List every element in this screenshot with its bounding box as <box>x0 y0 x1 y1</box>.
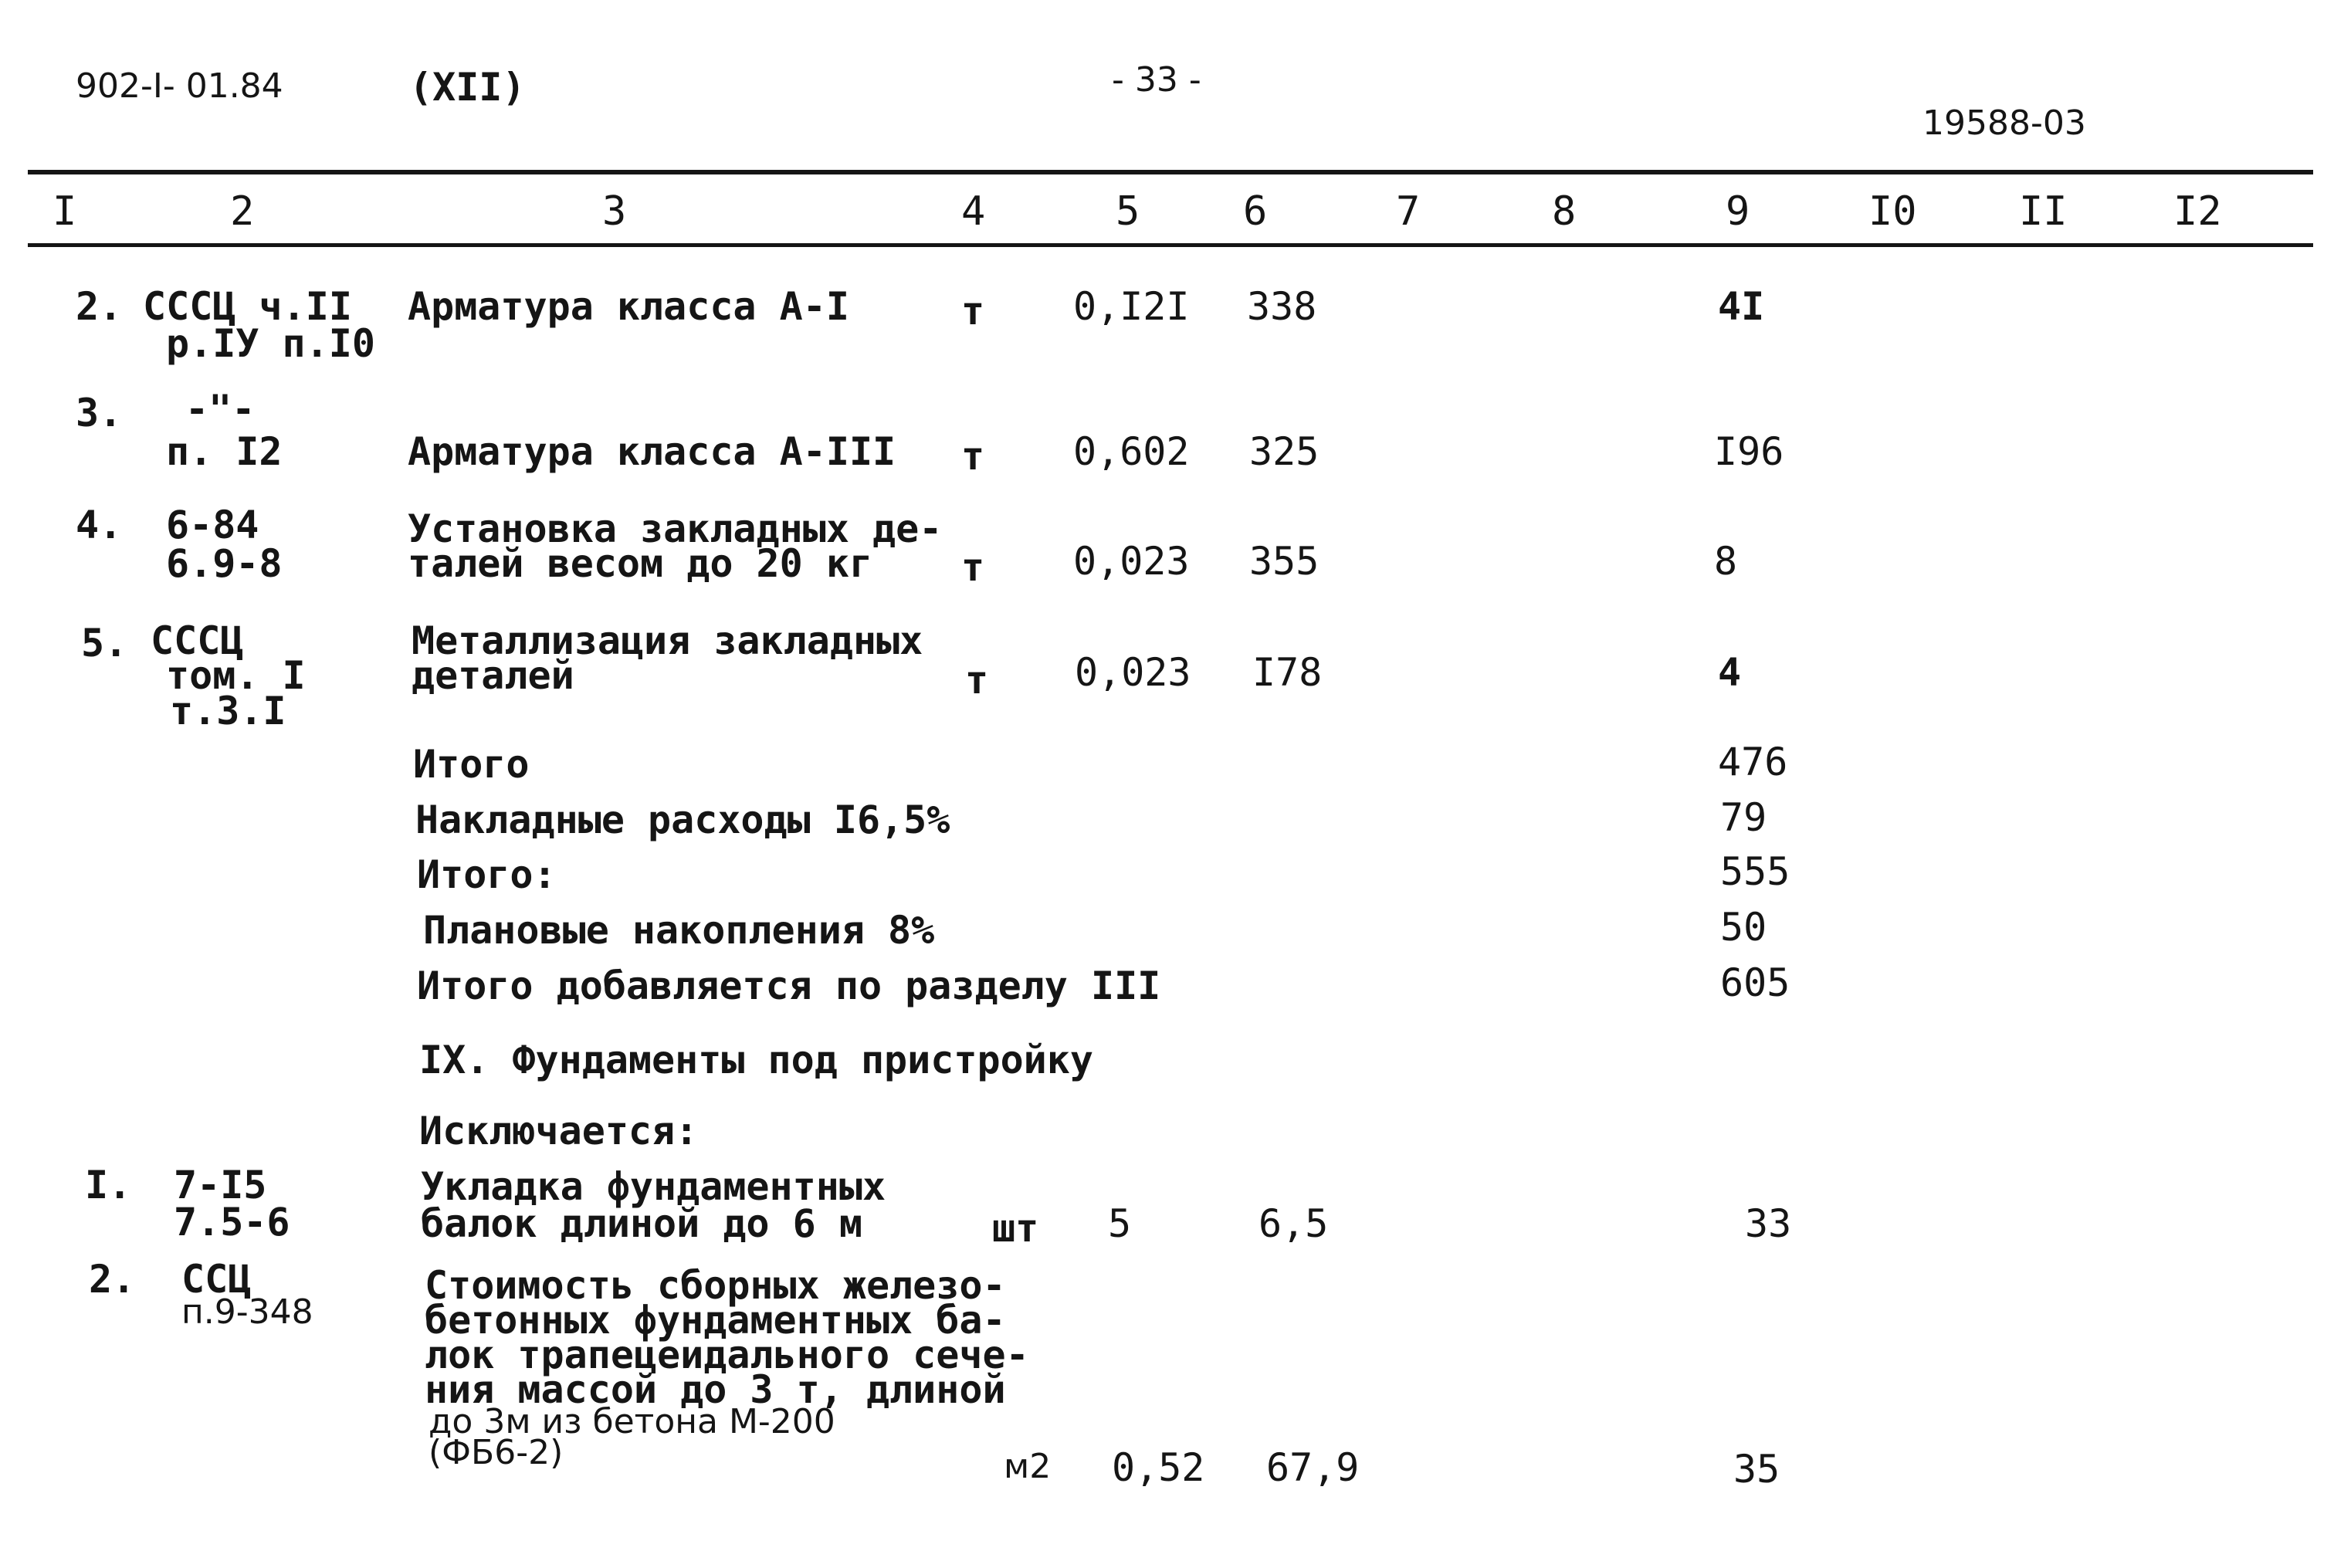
row-code-line: п.9-348 <box>181 1292 313 1332</box>
column-header-5: 5 <box>1116 188 1140 235</box>
row-unit-price: 338 <box>1247 284 1317 329</box>
row-total: 8 <box>1714 539 1738 584</box>
row-name-line: Арматура класса А-I <box>408 284 849 329</box>
row-unit: т <box>961 434 985 479</box>
column-header-7: 7 <box>1396 188 1421 235</box>
column-header-9: 9 <box>1726 188 1750 235</box>
row-total: 33 <box>1745 1201 1792 1246</box>
album-number: (XII) <box>409 65 526 110</box>
row-number: 5. <box>81 621 128 665</box>
row-unit: м2 <box>1004 1447 1052 1486</box>
row-name-line: Стоимость сборных железо- <box>425 1263 1006 1308</box>
row-code-line: СССЦ ч.II <box>143 284 352 329</box>
row-number: 3. <box>76 391 123 435</box>
row-quantity: 0,023 <box>1073 539 1190 584</box>
row-code-line: ССЦ <box>181 1257 252 1302</box>
row-code-line: 6.9-8 <box>166 541 283 586</box>
column-header-1: I <box>53 188 77 235</box>
row-number: 4. <box>76 503 123 547</box>
row-name-line: талей весом до 20 кг <box>408 541 873 586</box>
summary-label: Итого добавляется по разделу III <box>417 963 1161 1008</box>
column-header-3: 3 <box>602 188 627 235</box>
column-header-10: I0 <box>1868 188 1917 235</box>
excluded-label: Исключается: <box>419 1109 699 1153</box>
column-header-2: 2 <box>230 188 255 235</box>
row-name-line: балок длиной до 6 м <box>421 1201 862 1246</box>
inventory-number: 19588-03 <box>1922 103 2086 143</box>
row-number: 2. <box>76 284 123 329</box>
row-unit-price: 355 <box>1249 539 1319 584</box>
summary-total: 79 <box>1720 795 1767 840</box>
row-name-line: деталей <box>412 653 574 698</box>
row-quantity: 0,I2I <box>1073 284 1190 329</box>
row-name-line: Металлизация закладных <box>412 618 923 663</box>
section-title: IX. Фундаменты под пристройку <box>419 1038 1093 1082</box>
column-header-4: 4 <box>961 188 986 235</box>
row-number: I. <box>85 1163 132 1207</box>
table-top-rule <box>28 170 2313 174</box>
row-quantity: 0,52 <box>1112 1445 1205 1490</box>
row-unit-price: 6,5 <box>1258 1201 1329 1246</box>
row-unit: т <box>965 658 989 703</box>
row-quantity: 0,023 <box>1075 650 1191 695</box>
column-header-6: 6 <box>1243 188 1268 235</box>
row-number: 2. <box>89 1257 136 1302</box>
row-quantity: 0,602 <box>1073 429 1190 474</box>
row-name-line: бетонных фундаментных ба- <box>425 1298 1006 1343</box>
row-unit: т <box>961 289 985 334</box>
summary-total: 50 <box>1720 905 1767 950</box>
row-unit: т <box>961 545 985 590</box>
row-unit-price: 325 <box>1249 429 1319 474</box>
row-total: 4 <box>1718 650 1742 695</box>
row-code-line: 7.5-6 <box>174 1200 290 1245</box>
row-name-line: лок трапецеидального сече- <box>425 1333 1029 1377</box>
column-header-12: I2 <box>2173 188 2222 235</box>
summary-label: Итого: <box>417 852 557 897</box>
row-total: 4I <box>1718 284 1765 329</box>
summary-total: 555 <box>1720 849 1790 894</box>
column-header-11: II <box>2019 188 2068 235</box>
summary-label: Накладные расходы I6,5% <box>415 798 950 842</box>
column-header-8: 8 <box>1552 188 1577 235</box>
row-unit-price: 67,9 <box>1266 1445 1360 1490</box>
summary-total: 605 <box>1720 960 1790 1005</box>
row-code-line: п. I2 <box>166 429 283 474</box>
row-name-line: Установка закладных де- <box>408 506 943 551</box>
row-total: 35 <box>1733 1447 1780 1492</box>
row-code-line: 6-84 <box>166 503 259 547</box>
row-unit-price: I78 <box>1252 650 1323 695</box>
row-name-line: ния массой до 3 т, длиной <box>425 1367 1006 1412</box>
document-code: 902-I- 01.84 <box>76 66 283 106</box>
row-name-line: Арматура класса А-III <box>408 429 896 474</box>
summary-label: Итого <box>413 742 530 787</box>
row-name-line: до 3м из бетона М-200 <box>429 1402 835 1441</box>
row-code-line: том. I <box>166 653 306 698</box>
summary-label: Плановые накопления 8% <box>423 908 935 953</box>
summary-total: 476 <box>1718 740 1788 784</box>
row-code-line: СССЦ <box>151 618 244 663</box>
row-name-line: Укладка фундаментных <box>421 1164 886 1209</box>
header-bottom-rule <box>28 243 2313 247</box>
page-number: - 33 - <box>1112 60 1201 100</box>
row-code-line: -"- <box>185 387 256 432</box>
row-name-line: (ФБ6-2) <box>429 1433 564 1472</box>
row-quantity: 5 <box>1108 1201 1132 1246</box>
row-code-line: т.3.I <box>170 689 286 733</box>
row-total: I96 <box>1714 429 1784 474</box>
row-code-line: р.IУ п.I0 <box>166 321 375 366</box>
row-code-line: 7-I5 <box>174 1163 267 1207</box>
row-unit: шт <box>992 1206 1039 1251</box>
